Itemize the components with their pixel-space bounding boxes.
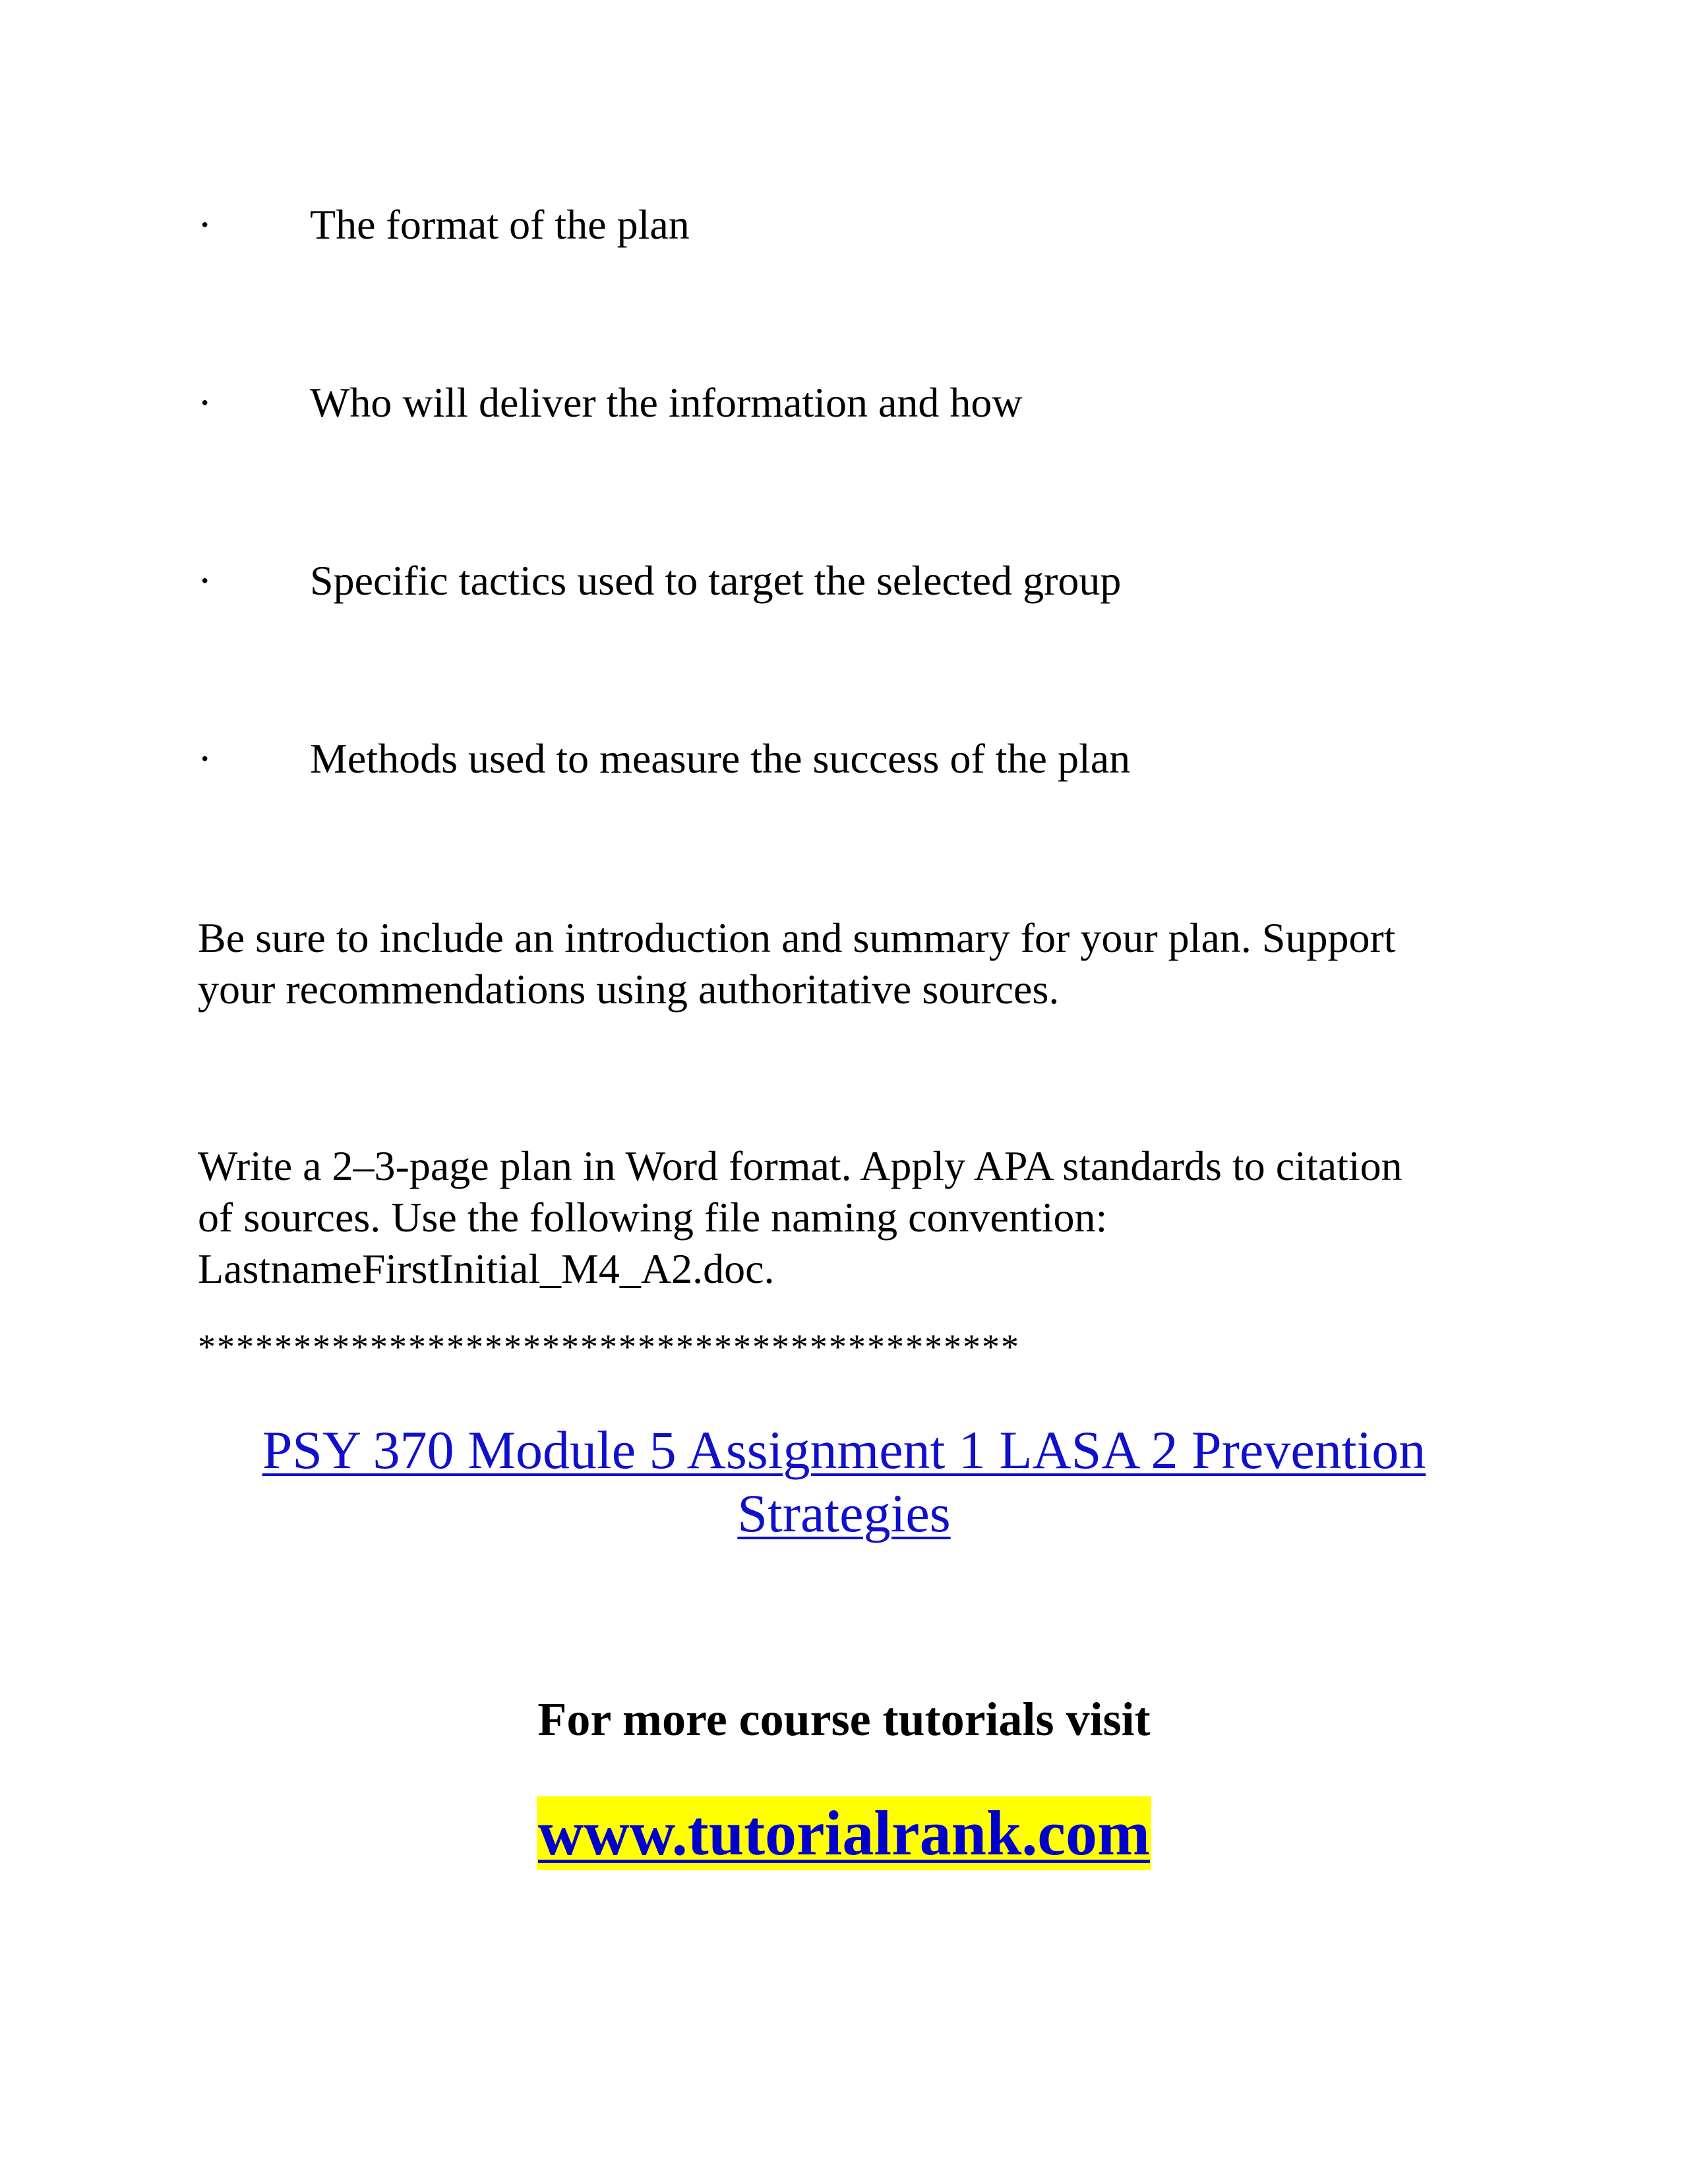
bullet-marker: · — [198, 201, 212, 248]
assignment-title-link-continued[interactable]: Strategies — [737, 1483, 951, 1543]
bullet-marker: · — [198, 557, 212, 604]
paragraph-line: your recommendations using authoritative sources. — [198, 966, 1060, 1013]
paragraph-line: of sources. Use the following file naming convention: — [198, 1194, 1108, 1241]
format-paragraph — [198, 1140, 1523, 1295]
bullet-text: Methods used to measure the success of the plan — [310, 735, 1131, 782]
bullet-marker: · — [198, 379, 212, 426]
assignment-title-link[interactable]: PSY 370 Module 5 Assignment 1 LASA 2 Prevention — [262, 1420, 1426, 1480]
bullet-marker: · — [198, 735, 212, 782]
paragraph-line: LastnameFirstInitial_M4_A2.doc. — [198, 1245, 775, 1292]
tutorials-label: For more course tutorials visit — [537, 1693, 1151, 1746]
asterisk-separator: ******************************************* — [198, 1327, 1020, 1367]
site-link-container — [0, 1796, 1688, 1870]
paragraph-line: Write a 2–3-page plan in Word format. Apply APA standards to citation — [198, 1142, 1402, 1189]
assignment-link-block — [0, 1419, 1688, 1545]
paragraph-line: Be sure to include an introduction and summary for your plan. Support — [198, 914, 1396, 961]
bullet-text: Who will deliver the information and how — [310, 379, 1023, 426]
tutorialrank-site-link[interactable]: www.tutorialrank.com — [537, 1796, 1151, 1870]
summary-paragraph — [198, 912, 1523, 1015]
bullet-text: The format of the plan — [310, 201, 690, 248]
bullet-text: Specific tactics used to target the selected group — [310, 557, 1122, 604]
